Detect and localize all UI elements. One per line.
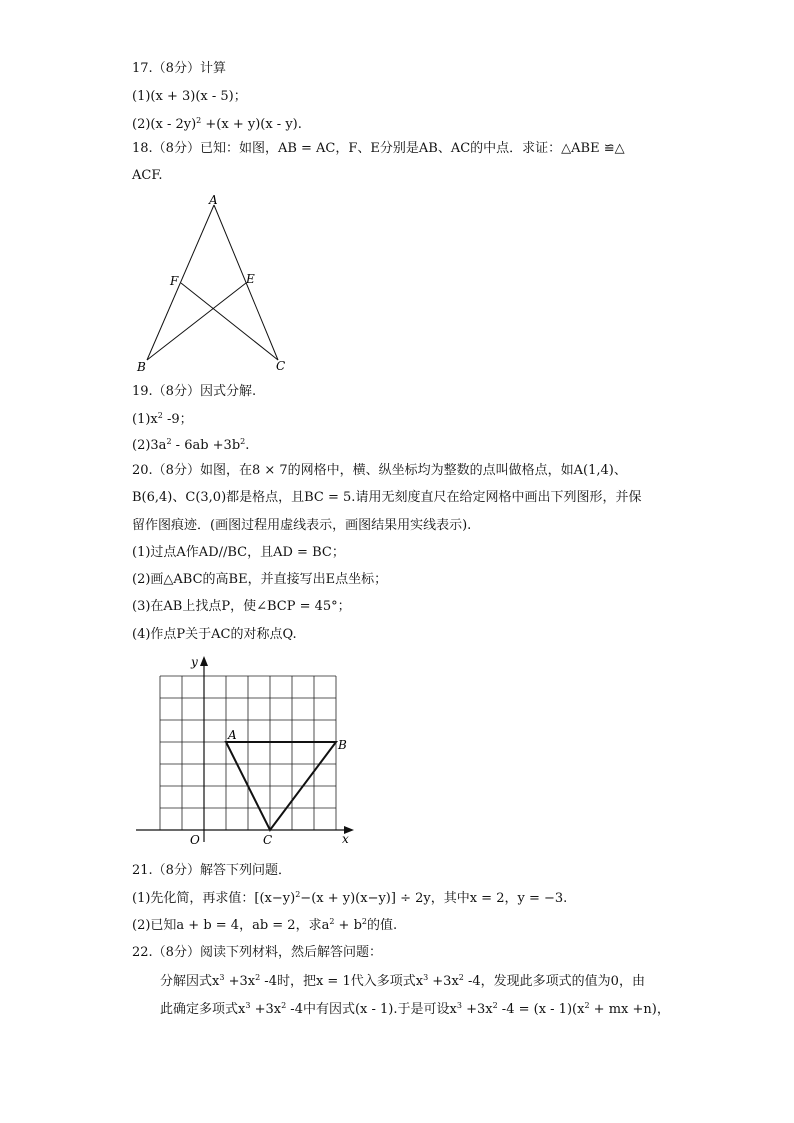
q17-part1: (1)(x + 3)(x - 5)； — [132, 89, 247, 104]
q17-part2: (2)(x - 2y)$^2$ +(x + y)(x - y). — [132, 116, 302, 132]
point-label-b: B — [338, 738, 347, 752]
q20-grid-figure — [130, 650, 360, 850]
grid-lines — [160, 676, 336, 830]
q20-line3: 留作图痕迹．(画图过程用虚线表示，画图结果用实线表示). — [132, 518, 472, 533]
q20-part1: (1)过点A作AD//BC，且AD = BC； — [132, 545, 345, 560]
q22-material-line1: 分解因式$x^3 +3x^2$ -4时，把x = 1代入多项式$x^3 +3x^2$ -4，发现此多项式的值为0，由 — [160, 973, 645, 989]
segment-be — [147, 283, 246, 360]
q20-part2: (2)画△ABC的高BE，并直接写出E点坐标； — [132, 572, 388, 587]
q20-part4: (4)作点P关于AC的对称点Q. — [132, 627, 297, 642]
label-a: A — [209, 193, 218, 207]
q17-title: 17.（8分）计算 — [132, 61, 226, 76]
q19-part1: $(1)x^2$ -9； — [132, 411, 193, 427]
q18-line1: 18.（8分）已知：如图，AB = AC，F、E分别是AB、AC的中点．求证：△ABE ≌△ — [132, 141, 625, 156]
origin-label-o: O — [190, 833, 200, 847]
q21-title: 21.（8分）解答下列问题． — [132, 863, 291, 878]
q18-triangle-figure — [130, 190, 300, 380]
axis-label-y: y — [191, 655, 198, 669]
q19-title: 19.（8分）因式分解. — [132, 384, 257, 399]
q21-part2: (2)已知a + b = 4，ab = 2，求$a^2 + b^2$的值. — [132, 917, 398, 933]
y-axis-arrow — [200, 656, 208, 666]
q22-title: 22.（8分）阅读下列材料，然后解答问题： — [132, 945, 382, 960]
point-label-c: C — [263, 833, 273, 847]
q20-part3: (3)在AB上找点P，使∠BCP = 45°； — [132, 599, 351, 614]
q20-line1: 20.（8分）如图，在8 × 7的网格中，横、纵坐标均为整数的点叫做格点，如A(1,4)、 — [132, 463, 627, 478]
q22-material-line2: 此确定多项式$x^3 +3x^2$ -4中有因式(x - 1).于是可设$x^3 +3x^2$ $-4 = (x - 1)(x^2$ + mx +n)， — [160, 1001, 670, 1017]
segment-cf — [181, 283, 278, 360]
q18-line2: ACF. — [132, 168, 163, 183]
q19-part2: $(2)3a^2 - 6ab +3b^2$. — [132, 437, 250, 453]
segment-ab — [147, 205, 214, 360]
q20-line2: B(6,4)、C(3,0)都是格点，且BC = 5.请用无刻度直尺在给定网格中画出下列图形，并保 — [132, 490, 642, 505]
label-c: C — [276, 359, 286, 373]
label-e: E — [246, 272, 255, 286]
point-label-a: A — [228, 728, 237, 742]
label-b: B — [137, 360, 146, 374]
q21-part1: (1)先化简，再求值：$[(x-y)^2-(x + y)(x-y)] \div 2y$，其中x = 2，y = −3. — [132, 890, 568, 906]
label-f: F — [170, 274, 179, 288]
axis-label-x: x — [342, 832, 349, 846]
